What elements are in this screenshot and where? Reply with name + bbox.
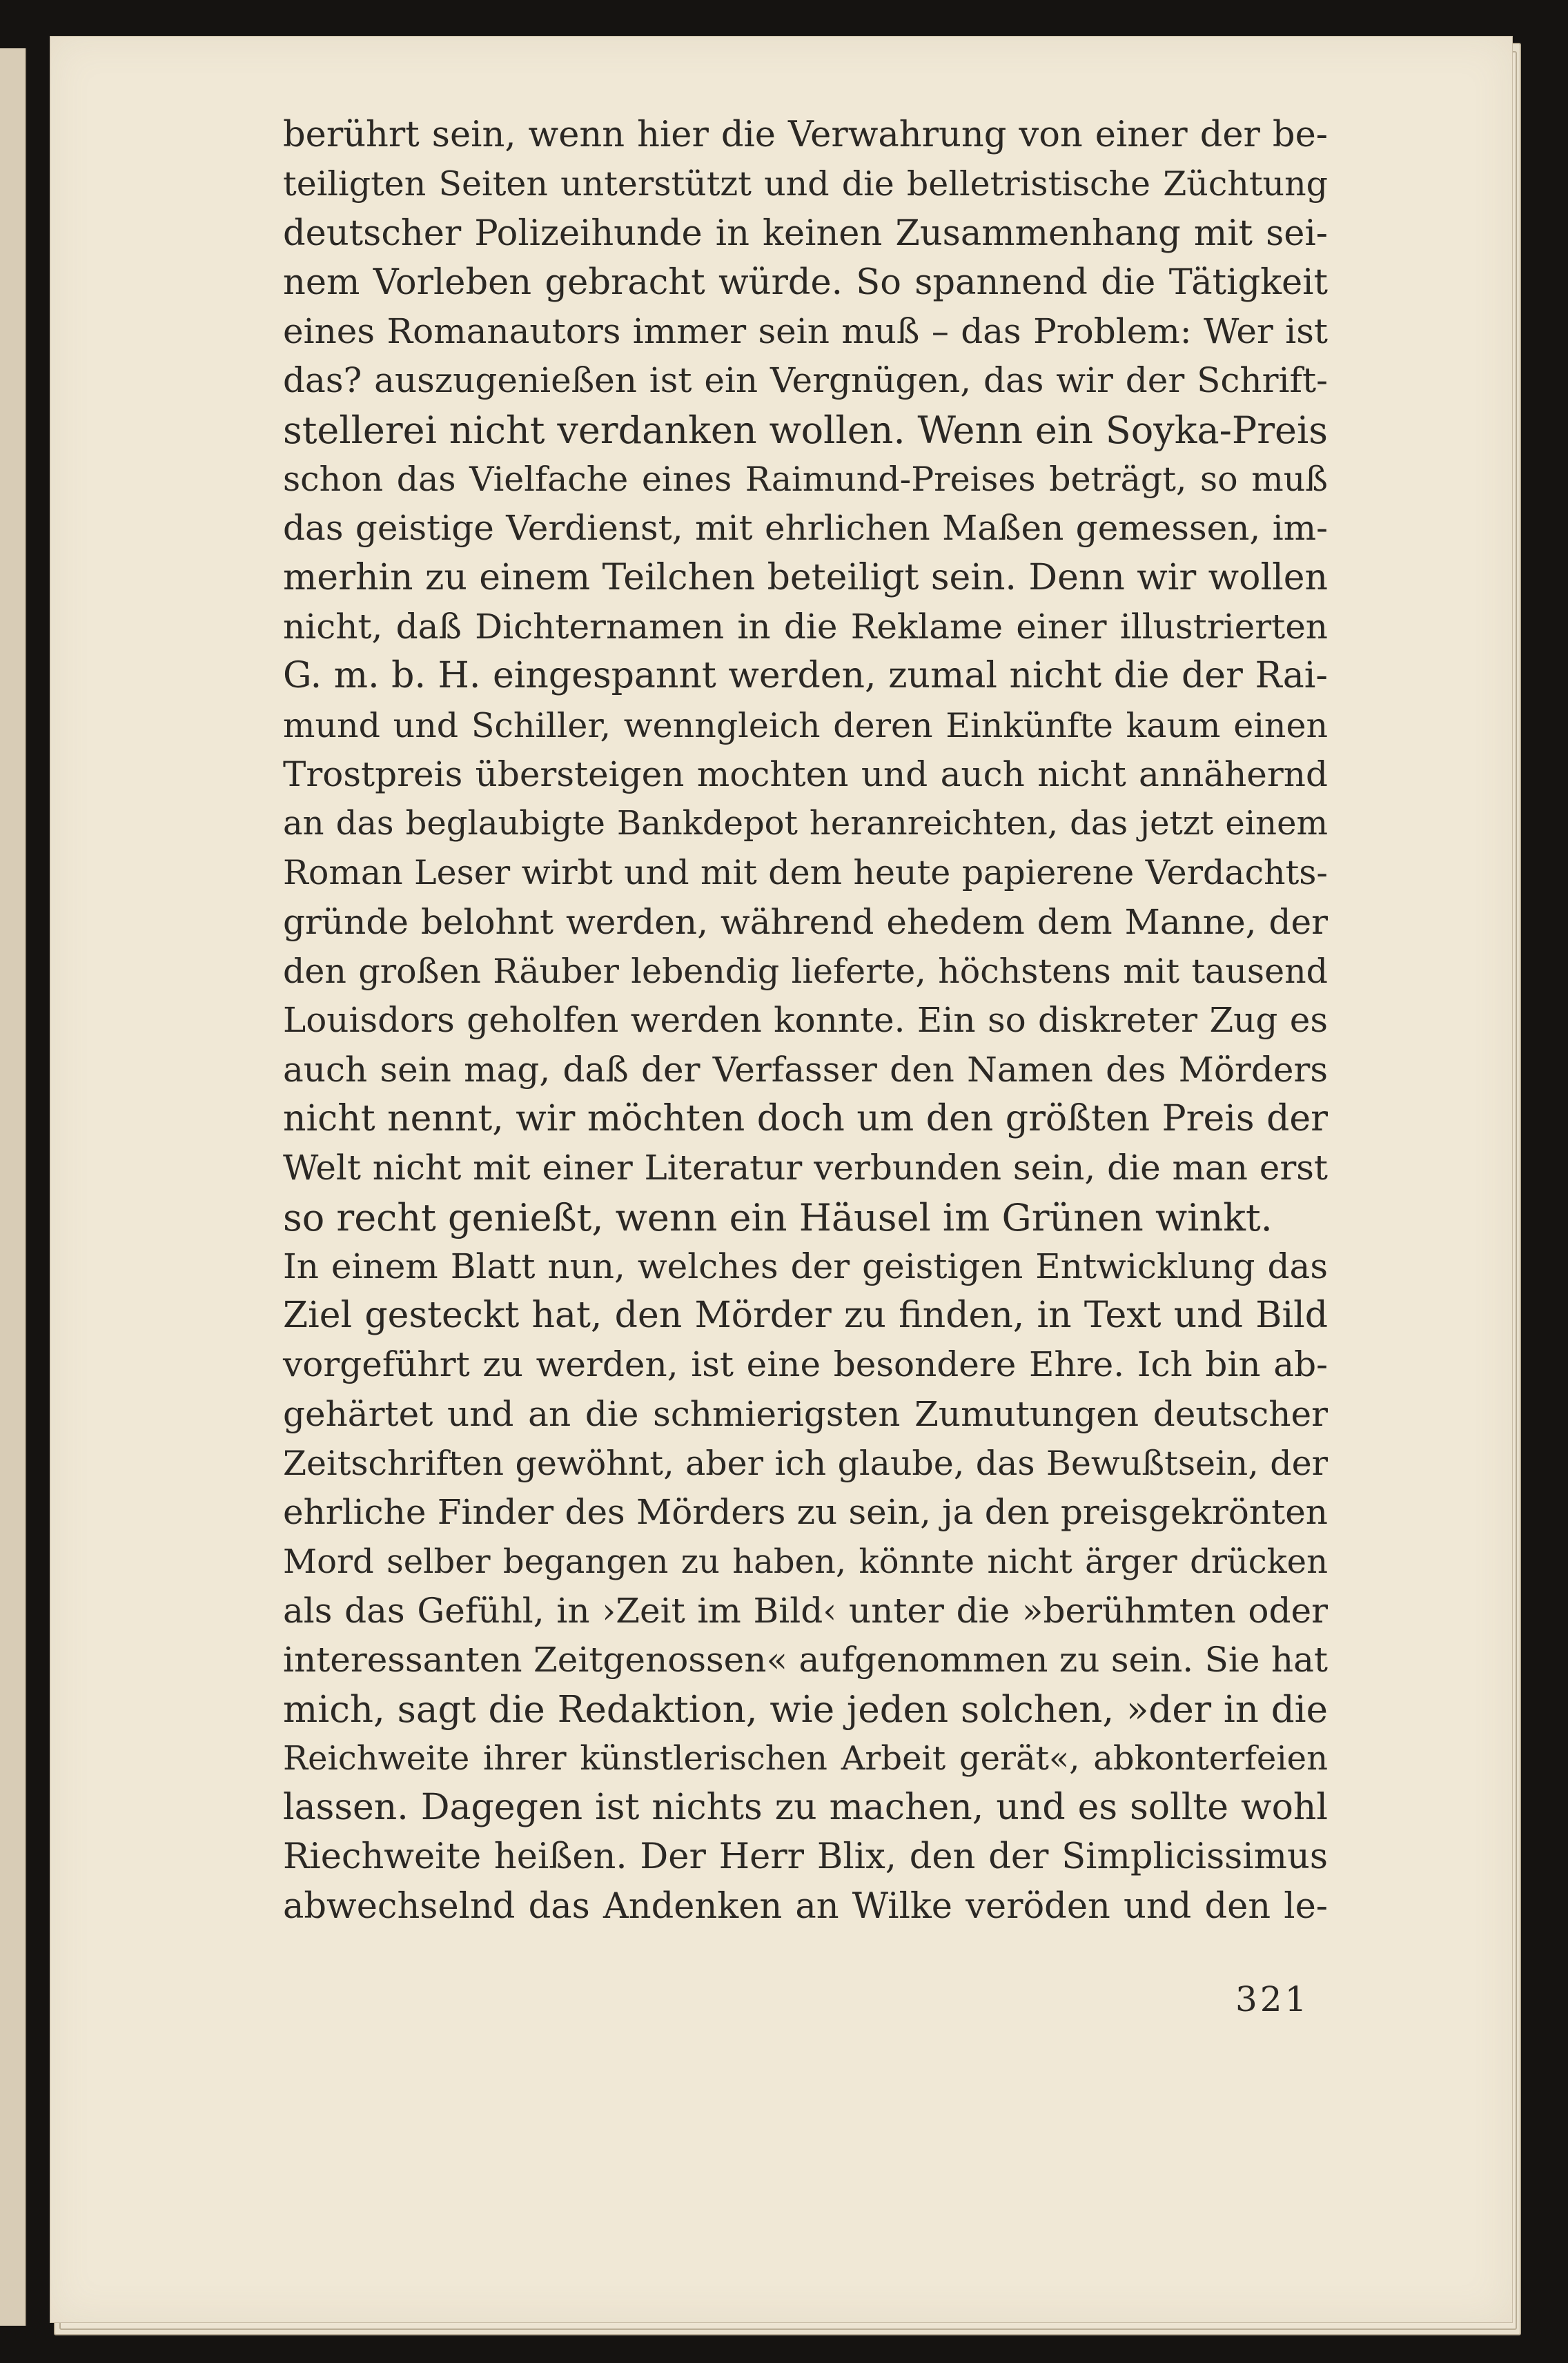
text-line: eines Romanautors immer sein muß – das Problem: Wer ist: [283, 311, 1328, 352]
text-line: nem Vorleben gebracht würde. So spannend die Tätigkeit: [283, 262, 1328, 303]
text-line: In einem Blatt nun, welches der geistigen Entwicklung das: [283, 1246, 1328, 1286]
text-line: ehrliche Finder des Mörders zu sein, ja den preisgekrönten: [283, 1492, 1328, 1533]
text-line: Riechweite heißen. Der Herr Blix, den der Simplicissimus: [283, 1836, 1328, 1878]
text-line-paragraph-end: so recht genießt, wenn ein Häusel im Grünen winkt.: [283, 1195, 1273, 1239]
text-line: nicht, daß Dichternamen in die Reklame einer illustrierten: [283, 606, 1328, 647]
page-number: 321: [1235, 1979, 1310, 2019]
text-line: den großen Räuber lebendig lieferte, höchstens mit tausend: [283, 952, 1328, 992]
text-line: Mord selber begangen zu haben, könnte nicht ärger drücken: [283, 1542, 1328, 1581]
text-line: als das Gefühl, in ›Zeit im Bild‹ unter die »berühmten oder: [283, 1590, 1328, 1631]
text-line: Louisdors geholfen werden konnte. Ein so diskreter Zug es: [283, 1000, 1328, 1041]
text-line: abwechselnd das Andenken an Wilke veröden und den le-: [283, 1885, 1328, 1927]
text-line: Ziel gesteckt hat, den Mörder zu finden, in Text und Bild: [283, 1295, 1328, 1337]
text-line: Trostpreis übersteigen mochten und auch nicht annähernd: [283, 754, 1328, 794]
text-line: Reichweite ihrer künstlerischen Arbeit gerät«, abkonterfeien: [283, 1738, 1328, 1778]
text-line: nicht nennt, wir möchten doch um den größten Preis der: [283, 1097, 1328, 1139]
text-line: an das beglaubigte Bankdepot heranreichten, das jetzt einem: [283, 804, 1328, 843]
body-text: [283, 110, 1328, 1931]
text-line: teiligten Seiten unterstützt und die belletristische Züchtung: [283, 164, 1328, 204]
text-line: lassen. Dagegen ist nichts zu machen, und es sollte wohl: [283, 1787, 1328, 1829]
text-line: interessanten Zeitgenossen« aufgenommen zu sein. Sie hat: [283, 1640, 1328, 1680]
text-line: das geistige Verdienst, mit ehrlichen Maßen gemessen, im-: [283, 508, 1328, 549]
text-line: auch sein mag, daß der Verfasser den Namen des Mörders: [283, 1049, 1328, 1090]
text-line: das? auszugenießen ist ein Vergnügen, das wir der Schrift-: [283, 360, 1328, 401]
text-line: berührt sein, wenn hier die Verwahrung von einer der be-: [283, 115, 1328, 155]
text-line: deutscher Polizeihunde in keinen Zusammenhang mit sei-: [283, 213, 1328, 254]
text-line: merhin zu einem Teilchen beteiligt sein. Denn wir wollen: [283, 556, 1328, 598]
text-line: schon das Vielfache eines Raimund-Preises beträgt, so muß: [283, 460, 1328, 500]
text-line: vorgeführt zu werden, ist eine besondere Ehre. Ich bin ab-: [283, 1344, 1328, 1385]
text-line: Zeitschriften gewöhnt, aber ich glaube, das Bewußtsein, der: [283, 1444, 1328, 1484]
text-line: mund und Schiller, wenngleich deren Einkünfte kaum einen: [283, 705, 1328, 745]
text-line: mich, sagt die Redaktion, wie jeden solchen, »der in die: [283, 1688, 1328, 1731]
text-line: Roman Leser wirbt und mit dem heute papierene Verdachts-: [283, 853, 1328, 893]
previous-page-edge: [0, 48, 26, 2326]
text-line: G. m. b. H. eingespannt werden, zumal nicht die der Rai-: [283, 655, 1328, 697]
text-line: gehärtet und an die schmierigsten Zumutungen deutscher: [283, 1393, 1328, 1434]
text-line: stellerei nicht verdanken wollen. Wenn ein Soyka-Preis: [283, 408, 1328, 452]
text-line: gründe belohnt werden, während ehedem dem Manne, der: [283, 901, 1328, 942]
text-line: Welt nicht mit einer Literatur verbunden sein, die man erst: [283, 1148, 1328, 1188]
